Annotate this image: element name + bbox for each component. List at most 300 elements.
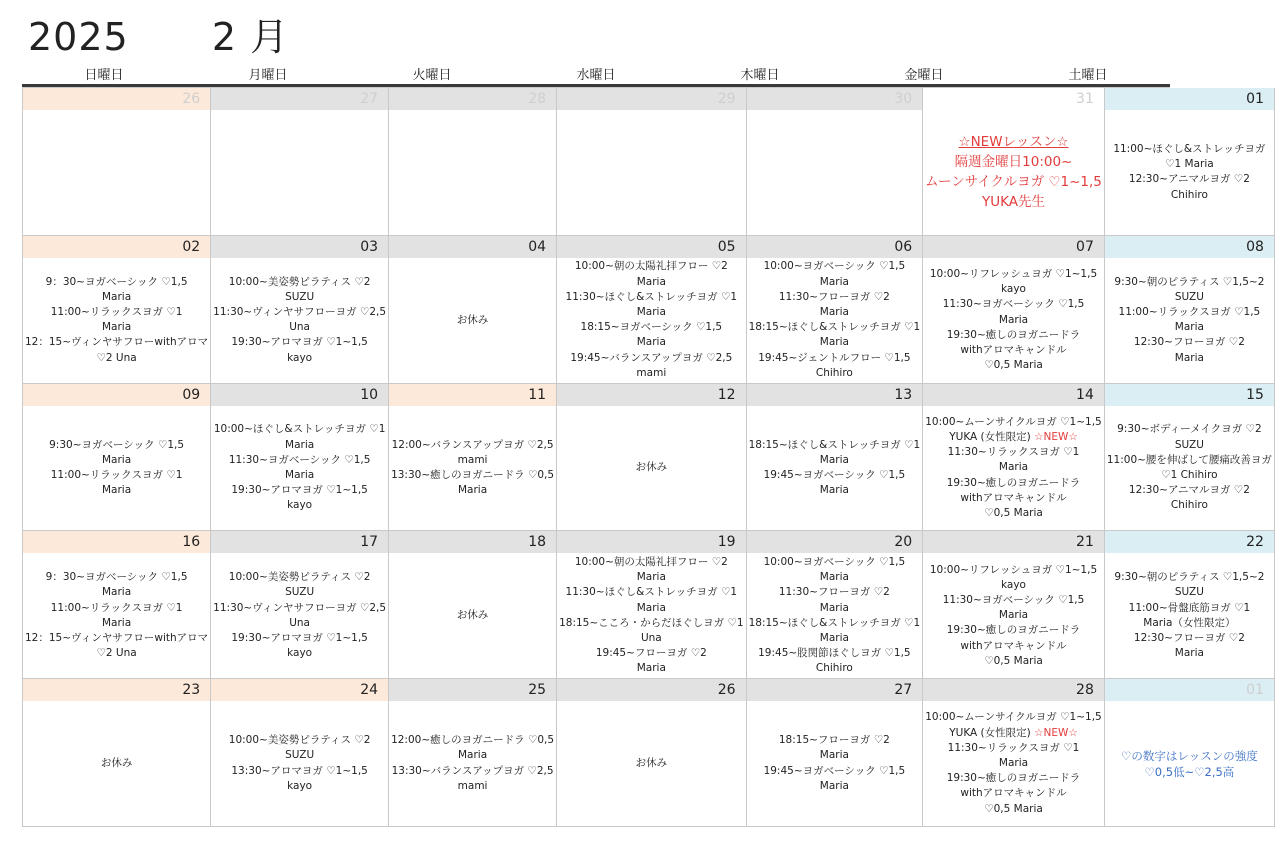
day-number: 31 xyxy=(1076,91,1094,107)
lesson-text: YUKA (女性限定) xyxy=(949,726,1035,739)
lesson-line xyxy=(458,483,487,498)
lesson-line xyxy=(229,570,371,585)
lesson-line xyxy=(25,335,208,350)
lesson-text: Maria xyxy=(998,313,1029,326)
lesson-line xyxy=(958,132,1068,152)
lesson-line xyxy=(999,313,1028,328)
lesson-list xyxy=(747,701,923,826)
day-cell xyxy=(23,679,211,827)
lesson-line xyxy=(1114,275,1264,290)
day-cell xyxy=(1105,384,1275,532)
lesson-line xyxy=(285,585,314,600)
day-number: 27 xyxy=(211,88,388,110)
lesson-text: 11:30~ヨガベーシック ♡1,5 xyxy=(228,453,371,466)
day-cell xyxy=(23,384,211,532)
lesson-text: 13:30~アロマヨガ ♡1~1,5 xyxy=(231,764,368,777)
day-number: 01 xyxy=(1105,679,1274,701)
lesson-line xyxy=(984,802,1043,817)
day-number: 10 xyxy=(211,384,388,406)
year-label: 2025 xyxy=(28,15,129,59)
lesson-line xyxy=(213,305,386,320)
day-number: 12 xyxy=(557,384,746,406)
lesson-line xyxy=(820,275,849,290)
lesson-text: ♡2 Una xyxy=(96,647,137,660)
lesson-text: 11:30~ヨガベーシック ♡1,5 xyxy=(942,593,1085,606)
day-number: 16 xyxy=(23,531,210,553)
lesson-list xyxy=(557,258,746,383)
lesson-line xyxy=(820,748,849,763)
lesson-text: 11:30~ほぐし&ストレッチヨガ ♡1 xyxy=(565,290,738,303)
lesson-line xyxy=(779,585,890,600)
lesson-text: SUZU xyxy=(1174,438,1204,451)
lesson-text: 11:30~リラックスヨガ ♡1 xyxy=(947,741,1080,754)
lesson-line xyxy=(1161,468,1217,483)
lesson-line xyxy=(749,616,921,631)
lesson-text: Maria xyxy=(998,461,1029,474)
lesson-text: 12:00~癒しのヨガニードラ ♡0,5 xyxy=(391,734,555,747)
lesson-line xyxy=(764,259,906,274)
day-number: 09 xyxy=(23,384,210,406)
lesson-line xyxy=(984,506,1043,521)
lesson-text: 11:00~リラックスヨガ ♡1 xyxy=(50,601,183,614)
lesson-line xyxy=(930,267,1097,282)
lesson-text: Maria xyxy=(1174,321,1204,334)
day-number: 28 xyxy=(389,88,556,110)
lesson-line xyxy=(566,585,738,600)
lesson-line xyxy=(636,756,668,771)
lesson-line xyxy=(947,328,1081,343)
lesson-text: 12:30~フローヨガ ♡2 xyxy=(1133,631,1245,644)
day-cell xyxy=(211,531,389,679)
lesson-line xyxy=(1175,290,1204,305)
lesson-line xyxy=(285,468,314,483)
lesson-line xyxy=(25,631,208,646)
day-cell xyxy=(747,236,924,384)
lesson-text: 11:30~フローヨガ ♡2 xyxy=(778,586,890,599)
lesson-line xyxy=(764,764,906,779)
lesson-text: Maria xyxy=(1174,351,1204,364)
lesson-line xyxy=(229,733,371,748)
lesson-line xyxy=(955,152,1073,172)
lesson-list xyxy=(923,258,1104,383)
day-cell xyxy=(389,236,557,384)
lesson-line xyxy=(1107,453,1272,468)
day-cell xyxy=(23,236,211,384)
lesson-text: お休み xyxy=(635,756,668,769)
lesson-line xyxy=(820,483,849,498)
lesson-line xyxy=(229,453,371,468)
lesson-text: Maria xyxy=(819,305,849,318)
lesson-line xyxy=(1144,764,1234,780)
lesson-text: 10:00~ムーンサイクルヨガ ♡1~1,5 xyxy=(925,711,1102,724)
lesson-text: Chihiro xyxy=(1170,499,1208,512)
lesson-line xyxy=(458,453,488,468)
day-number: 02 xyxy=(23,236,210,258)
weekday-wednesday: 水曜日 xyxy=(576,68,616,83)
day-cell xyxy=(747,88,924,236)
day-cell xyxy=(211,679,389,827)
lesson-text: 19:30~アロマヨガ ♡1~1,5 xyxy=(231,484,368,497)
lesson-text: Maria xyxy=(998,756,1029,769)
lesson-line xyxy=(1175,438,1204,453)
lesson-text: Maria xyxy=(102,321,132,334)
lesson-text: 11:00~リラックスヨガ ♡1 xyxy=(50,305,183,318)
lesson-line xyxy=(636,366,666,381)
day-number: 11 xyxy=(389,384,556,406)
day-number: 24 xyxy=(211,679,388,701)
lesson-line xyxy=(637,570,666,585)
lesson-line xyxy=(457,608,489,623)
day-cell xyxy=(747,679,924,827)
day-number: 27 xyxy=(747,679,923,701)
lesson-line xyxy=(960,786,1066,801)
lesson-list xyxy=(557,406,746,531)
lesson-text: 11:00~リラックスヨガ ♡1,5 xyxy=(1118,305,1261,318)
lesson-line xyxy=(637,305,666,320)
day-cell xyxy=(557,679,747,827)
lesson-line xyxy=(820,601,849,616)
lesson-text: Maria xyxy=(1174,647,1204,660)
lesson-text: 10:00~美姿勢ピラティス ♡2 xyxy=(228,734,371,747)
day-cell xyxy=(211,88,389,236)
lesson-text: 12:30~アニマルヨガ ♡2 xyxy=(1128,173,1250,186)
lesson-text: 19:30~アロマヨガ ♡1~1,5 xyxy=(231,336,368,349)
lesson-list xyxy=(747,110,923,235)
lesson-text: Maria xyxy=(636,601,666,614)
lesson-text: Maria xyxy=(819,779,849,792)
lesson-line xyxy=(960,491,1066,506)
day-cell xyxy=(747,531,924,679)
lesson-line xyxy=(229,275,371,290)
lesson-line xyxy=(287,351,312,366)
lesson-line xyxy=(96,351,136,366)
lesson-text: YUKA (女性限定) xyxy=(949,430,1035,443)
lesson-list xyxy=(923,701,1104,826)
new-lesson-notice xyxy=(923,110,1104,235)
lesson-line xyxy=(984,654,1043,669)
lesson-line xyxy=(596,646,707,661)
lesson-text: 11:30~フローヨガ ♡2 xyxy=(778,290,890,303)
day-cell xyxy=(389,531,557,679)
lesson-text: 19:30~癒しのヨガニードラ xyxy=(946,772,1081,785)
lesson-line xyxy=(779,290,890,305)
lesson-text: 10:00~美姿勢ピラティス ♡2 xyxy=(228,275,371,288)
lesson-line xyxy=(575,259,728,274)
lesson-line xyxy=(960,343,1066,358)
lesson-line xyxy=(46,570,188,585)
lesson-text: Maria xyxy=(457,749,488,762)
lesson-line xyxy=(231,631,368,646)
lesson-line xyxy=(947,771,1081,786)
day-cell xyxy=(923,384,1105,532)
lesson-list xyxy=(1105,258,1274,383)
lesson-text: 10:00~リフレッシュヨガ ♡1~1,5 xyxy=(929,267,1098,280)
lesson-text: Chihiro xyxy=(815,662,853,675)
lesson-text: 11:00~骨盤底筋ヨガ ♡1 xyxy=(1128,601,1251,614)
lesson-line xyxy=(948,445,1080,460)
lesson-line xyxy=(816,661,853,676)
day-cell xyxy=(557,384,747,532)
lesson-line xyxy=(820,335,849,350)
lesson-list xyxy=(557,553,746,678)
lesson-text: 11:00~リラックスヨガ ♡1 xyxy=(50,468,183,481)
lesson-text: お休み xyxy=(456,609,489,622)
lesson-line xyxy=(820,305,849,320)
lesson-line xyxy=(458,748,487,763)
lesson-line xyxy=(982,192,1045,212)
lesson-line xyxy=(51,305,183,320)
day-number: 06 xyxy=(747,236,923,258)
lesson-text: SUZU xyxy=(1174,586,1204,599)
lesson-text: 12：15~ヴィンヤサフローwithアロマ xyxy=(25,631,209,644)
lesson-text: SUZU xyxy=(285,749,315,762)
lesson-text: 10:00~朝の太陽礼拝フロー ♡2 xyxy=(574,260,728,273)
day-cell xyxy=(923,236,1105,384)
lesson-line xyxy=(231,764,368,779)
lesson-text: Maria xyxy=(819,571,849,584)
lesson-text: お休み xyxy=(100,756,133,769)
lesson-line xyxy=(285,438,314,453)
lesson-text: Maria xyxy=(102,290,132,303)
lesson-line xyxy=(930,563,1097,578)
lesson-line xyxy=(1121,748,1258,764)
lesson-text: 19:45~バランスアップヨガ ♡2,5 xyxy=(570,351,733,364)
lesson-list xyxy=(747,553,923,678)
lesson-text: 10:00~ほぐし&ストレッチヨガ ♡1 xyxy=(213,423,386,436)
lesson-text: 19:30~癒しのヨガニードラ xyxy=(946,328,1081,341)
lesson-text: Chihiro xyxy=(1170,188,1208,201)
day-number: 21 xyxy=(923,531,1104,553)
lesson-text: 11:30~ヨガベーシック ♡1,5 xyxy=(942,298,1085,311)
lesson-line xyxy=(1165,157,1214,172)
lesson-list xyxy=(1105,110,1274,235)
lesson-line xyxy=(214,422,386,437)
weekday-thursday: 木曜日 xyxy=(740,68,780,83)
day-number: 17 xyxy=(211,531,388,553)
lesson-line xyxy=(49,438,184,453)
lesson-text: ♡2 Una xyxy=(96,351,137,364)
day-number: 14 xyxy=(923,384,1104,406)
day-cell xyxy=(1105,88,1275,236)
lesson-line xyxy=(559,616,744,631)
lesson-list xyxy=(211,406,388,531)
day-number: 22 xyxy=(1105,531,1274,553)
lesson-text: 18:15~こころ・からだほぐしヨガ ♡1 xyxy=(559,616,744,629)
lesson-line xyxy=(287,779,312,794)
lesson-line xyxy=(51,601,183,616)
lesson-list xyxy=(211,553,388,678)
lesson-text: 18:15~ヨガベーシック ♡1,5 xyxy=(580,321,723,334)
lesson-line xyxy=(102,616,131,631)
lesson-text: 12：15~ヴィンヤサフローwithアロマ xyxy=(25,336,209,349)
lesson-text: SUZU xyxy=(285,586,315,599)
lesson-line xyxy=(758,646,911,661)
lesson-text: 19:30~癒しのヨガニードラ xyxy=(946,624,1081,637)
lesson-text: 9：30~ヨガベーシック ♡1,5 xyxy=(45,275,188,288)
lesson-text: kayo xyxy=(1001,578,1026,591)
lesson-list xyxy=(23,406,210,531)
lesson-line xyxy=(949,430,1078,445)
lesson-list xyxy=(747,406,923,531)
day-cell xyxy=(1105,531,1275,679)
lesson-text: ♡0,5低~♡2,5高 xyxy=(1144,764,1235,779)
lesson-text: 10:00~リフレッシュヨガ ♡1~1,5 xyxy=(929,563,1098,576)
lesson-text: ♡0,5 Maria xyxy=(984,802,1043,815)
lesson-text: 19:45~股関節ほぐしヨガ ♡1,5 xyxy=(758,647,911,660)
lesson-line xyxy=(1175,646,1204,661)
lesson-text: Maria xyxy=(819,275,849,288)
lesson-line xyxy=(102,290,131,305)
lesson-line xyxy=(820,570,849,585)
intensity-legend xyxy=(1105,701,1274,826)
day-cell xyxy=(1105,679,1275,827)
day-cell xyxy=(923,679,1105,827)
day-number: 20 xyxy=(747,531,923,553)
lesson-line xyxy=(1119,305,1261,320)
lesson-line xyxy=(820,779,849,794)
lesson-line xyxy=(1117,422,1262,437)
lesson-line xyxy=(1143,616,1235,631)
lesson-text: Maria xyxy=(819,601,849,614)
lesson-line xyxy=(641,631,662,646)
lesson-line xyxy=(213,601,386,616)
lesson-list xyxy=(23,701,210,826)
lesson-list xyxy=(747,258,923,383)
lesson-text: 9:30~ヨガベーシック ♡1,5 xyxy=(49,438,185,451)
lesson-text: Maria xyxy=(102,586,132,599)
lesson-text: 19:30~癒しのヨガニードラ xyxy=(946,476,1081,489)
lesson-line xyxy=(999,608,1028,623)
lesson-text: Maria xyxy=(819,336,849,349)
lesson-text: 9:30~朝のピラティス ♡1,5~2 xyxy=(1114,275,1265,288)
day-cell xyxy=(1105,236,1275,384)
lesson-text: 9:30~朝のピラティス ♡1,5~2 xyxy=(1114,571,1265,584)
lesson-line xyxy=(102,320,131,335)
lesson-text: Una xyxy=(289,616,310,629)
day-number: 07 xyxy=(923,236,1104,258)
lesson-text: ♡0,5 Maria xyxy=(984,507,1043,519)
day-cell xyxy=(389,384,557,532)
lesson-text: mami xyxy=(457,779,488,792)
lesson-line xyxy=(949,726,1078,741)
lesson-text: 11:00~腰を伸ばして腰痛改善ヨガ xyxy=(1106,453,1272,466)
lesson-line xyxy=(1171,498,1208,513)
lesson-text: Una xyxy=(289,321,310,334)
lesson-text: 18:15~フローヨガ ♡2 xyxy=(778,734,890,747)
day-cell xyxy=(23,88,211,236)
lesson-line xyxy=(947,623,1081,638)
lesson-line xyxy=(1134,335,1245,350)
day-number: 26 xyxy=(557,679,746,701)
lesson-text: withアロマキャンドル xyxy=(960,344,1067,356)
lesson-text: 11:30~ヴィンヤサフローヨガ ♡2,5 xyxy=(213,601,387,614)
lesson-line xyxy=(231,483,368,498)
lesson-line xyxy=(1001,578,1026,593)
lesson-list xyxy=(23,258,210,383)
lesson-list xyxy=(211,258,388,383)
day-number: 30 xyxy=(747,88,923,110)
lesson-line xyxy=(101,756,133,771)
lesson-line xyxy=(636,460,668,475)
lesson-text: kayo xyxy=(287,351,313,364)
lesson-text: Maria xyxy=(636,662,666,675)
lesson-text: お休み xyxy=(635,461,668,474)
lesson-text: ♡0,5 Maria xyxy=(984,359,1043,372)
day-number: 05 xyxy=(557,236,746,258)
lesson-text: 10:00~ヨガベーシック ♡1,5 xyxy=(763,260,906,273)
day-cell xyxy=(389,679,557,827)
weekday-tuesday: 火曜日 xyxy=(412,68,452,83)
lesson-list xyxy=(389,406,556,531)
lesson-text: お休み xyxy=(456,313,489,326)
lesson-text: Maria xyxy=(819,453,849,466)
lesson-text: mami xyxy=(457,453,488,466)
day-cell xyxy=(557,88,747,236)
lesson-text: withアロマキャンドル xyxy=(960,491,1067,504)
lesson-line xyxy=(458,779,488,794)
lesson-list xyxy=(389,110,556,235)
calendar-title xyxy=(28,6,289,61)
lesson-text: mami xyxy=(636,366,667,379)
day-number: 23 xyxy=(23,679,210,701)
lesson-text: 11:30~ヴィンヤサフローヨガ ♡2,5 xyxy=(213,305,387,318)
lesson-line xyxy=(816,366,853,381)
lesson-text: Maria xyxy=(285,438,315,451)
lesson-text: Maria xyxy=(819,631,849,644)
lesson-line xyxy=(764,468,906,483)
lesson-line xyxy=(287,498,312,513)
lesson-line xyxy=(1175,585,1204,600)
lesson-line xyxy=(947,476,1081,491)
lesson-line xyxy=(102,585,131,600)
month-label: 2 月 xyxy=(211,15,290,59)
lesson-line xyxy=(764,555,906,570)
lesson-line xyxy=(749,438,921,453)
lesson-list xyxy=(1105,553,1274,678)
lesson-text: Maria xyxy=(819,484,849,497)
lesson-line xyxy=(637,275,666,290)
lesson-line xyxy=(575,555,728,570)
lesson-list xyxy=(211,110,388,235)
lesson-line xyxy=(391,733,554,748)
lesson-line xyxy=(637,601,666,616)
lesson-text: 13:30~バランスアップヨガ ♡2,5 xyxy=(391,764,554,777)
lesson-text: 18:15~ほぐし&ストレッチヨガ ♡1 xyxy=(748,438,921,451)
lesson-line xyxy=(1171,188,1208,203)
calendar-grid xyxy=(22,87,1272,827)
lesson-line xyxy=(392,438,554,453)
lesson-line xyxy=(102,483,131,498)
lesson-line xyxy=(999,460,1028,475)
new-badge: ☆NEW☆ xyxy=(1034,430,1078,443)
day-number: 03 xyxy=(211,236,388,258)
lesson-text: Maria xyxy=(285,468,315,481)
lesson-list xyxy=(389,701,556,826)
lesson-text: 19:45~ヨガベーシック ♡1,5 xyxy=(763,764,906,777)
lesson-text: Maria xyxy=(819,749,849,762)
lesson-text: 12:00~バランスアップヨガ ♡2,5 xyxy=(391,438,554,451)
lesson-line xyxy=(581,320,723,335)
day-number: 19 xyxy=(557,531,746,553)
lesson-line xyxy=(1129,172,1250,187)
lesson-line xyxy=(925,172,1102,192)
day-number: 08 xyxy=(1105,236,1274,258)
lesson-text: withアロマキャンドル xyxy=(960,639,1067,652)
lesson-text: 11:30~リラックスヨガ ♡1 xyxy=(947,446,1080,459)
lesson-text: Maria xyxy=(102,484,132,497)
lesson-list xyxy=(389,258,556,383)
lesson-list xyxy=(923,553,1104,678)
